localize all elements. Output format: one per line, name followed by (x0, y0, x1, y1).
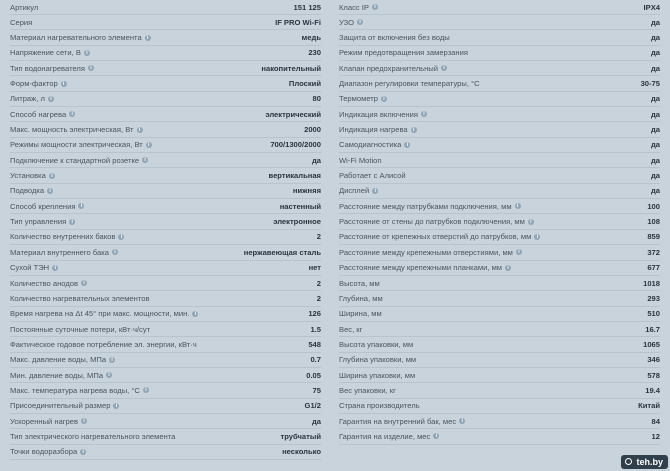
spec-label-wrap (10, 371, 112, 380)
spec-label: Самодиагностика (339, 140, 402, 150)
spec-label-wrap (339, 232, 540, 241)
spec-value: настенный (279, 201, 321, 211)
spec-label-wrap (339, 156, 382, 165)
spec-value: 1.5 (310, 324, 321, 334)
spec-value: да (650, 94, 660, 104)
spec-label-wrap (339, 309, 382, 318)
spec-row (10, 429, 321, 444)
spec-row (10, 414, 321, 429)
spec-label: Фактическое годовое потребление эл. энергии, кВт·ч (10, 339, 197, 349)
spec-value: 19.4 (645, 385, 660, 395)
spec-label: Индикация нагрева (339, 125, 408, 135)
spec-row (339, 429, 660, 444)
spec-row (10, 245, 321, 260)
spec-row (10, 107, 321, 122)
spec-value: нет (308, 263, 321, 273)
spec-label: Напряжение сети, В (10, 48, 81, 58)
spec-value: 2 (316, 278, 321, 288)
spec-label: Гарантия на внутренний бак, мес (339, 416, 457, 426)
spec-value: да (650, 155, 660, 165)
spec-label-wrap (339, 3, 378, 12)
info-icon[interactable] (48, 96, 54, 102)
spec-label-wrap (10, 64, 94, 73)
brand-logo-icon (624, 457, 634, 467)
spec-row (10, 30, 321, 45)
spec-label: Глубина упаковки, мм (339, 355, 417, 365)
spec-row (10, 337, 321, 352)
spec-value: нижняя (292, 186, 321, 196)
spec-value: 700/1300/2000 (270, 140, 321, 150)
info-icon[interactable] (505, 265, 511, 271)
spec-row (339, 322, 660, 337)
spec-label-wrap (10, 279, 87, 288)
spec-label-wrap (10, 401, 119, 410)
spec-value: 346 (647, 355, 660, 365)
spec-value: 510 (647, 309, 660, 319)
spec-label: Расстояние между патрубками подключения, мм (339, 201, 512, 211)
spec-label: Количество анодов (10, 278, 79, 288)
info-icon[interactable] (106, 372, 112, 378)
info-icon[interactable] (433, 433, 439, 439)
spec-row (10, 230, 321, 245)
spec-row (339, 0, 660, 15)
spec-label-wrap (10, 18, 32, 27)
spec-label-wrap (339, 401, 420, 410)
spec-value: 108 (647, 217, 660, 227)
spec-row (10, 261, 321, 276)
spec-value: да (650, 109, 660, 119)
spec-row (10, 15, 321, 30)
spec-value: Плоский (288, 79, 321, 89)
spec-row (10, 322, 321, 337)
spec-row (10, 445, 321, 460)
spec-row (339, 15, 660, 30)
spec-value: 80 (312, 94, 321, 104)
spec-label: Ускоренный нагрев (10, 416, 79, 426)
spec-label-wrap (339, 279, 380, 288)
spec-value: 100 (647, 201, 660, 211)
spec-label: Глубина, мм (339, 293, 383, 303)
spec-value: 2 (316, 293, 321, 303)
spec-value: 84 (651, 416, 660, 426)
spec-label-wrap (10, 232, 124, 241)
spec-row (339, 92, 660, 107)
spec-row (339, 230, 660, 245)
spec-row (339, 276, 660, 291)
spec-row (339, 46, 660, 61)
info-icon[interactable] (372, 188, 378, 194)
spec-row (10, 0, 321, 15)
spec-row (10, 291, 321, 306)
spec-row (339, 30, 660, 45)
spec-label: Ширина, мм (339, 309, 382, 319)
spec-row (10, 399, 321, 414)
spec-label-wrap (339, 140, 410, 149)
spec-label: Тип управления (10, 217, 67, 227)
spec-label: Макс. температура нагрева воды, °С (10, 385, 140, 395)
spec-row (339, 153, 660, 168)
spec-row (10, 383, 321, 398)
info-icon[interactable] (137, 127, 143, 133)
info-icon[interactable] (381, 96, 387, 102)
spec-row (339, 214, 660, 229)
spec-label-wrap (10, 3, 38, 12)
spec-label: Материал нагревательного элемента (10, 33, 142, 43)
info-icon[interactable] (404, 142, 410, 148)
spec-label: Мин. давление воды, МПа (10, 370, 104, 380)
spec-row (339, 368, 660, 383)
spec-label-wrap (10, 79, 67, 88)
spec-column-right (327, 0, 670, 471)
info-icon[interactable] (61, 81, 67, 87)
info-icon[interactable] (515, 203, 521, 209)
spec-label: Присоединительный размер (10, 401, 111, 411)
spec-value: накопительный (261, 63, 321, 73)
spec-value: несколько (282, 447, 321, 457)
spec-label-wrap (339, 325, 362, 334)
spec-label-wrap (10, 386, 149, 395)
spec-label-wrap (10, 340, 197, 349)
info-icon[interactable] (372, 4, 378, 10)
spec-row (339, 307, 660, 322)
spec-value: 16.7 (645, 324, 660, 334)
spec-label-wrap (10, 186, 53, 195)
spec-label: Макс. мощность электрическая, Вт (10, 125, 134, 135)
spec-label: Высота упаковки, мм (339, 339, 414, 349)
spec-row (339, 199, 660, 214)
spec-row (339, 122, 660, 137)
spec-column-left (0, 0, 327, 471)
spec-label: Установка (10, 171, 46, 181)
info-icon[interactable] (52, 265, 58, 271)
spec-label: Режим предотвращения замерзания (339, 48, 468, 58)
info-icon[interactable] (421, 111, 427, 117)
spec-row (10, 138, 321, 153)
spec-value: электрический (265, 109, 321, 119)
spec-label-wrap (10, 447, 86, 456)
info-icon[interactable] (112, 249, 118, 255)
info-icon[interactable] (78, 203, 84, 209)
spec-row (10, 153, 321, 168)
spec-row (339, 76, 660, 91)
spec-label-wrap (339, 186, 378, 195)
spec-label: Высота, мм (339, 278, 380, 288)
info-icon[interactable] (528, 219, 534, 225)
spec-value: 293 (647, 293, 660, 303)
info-icon[interactable] (118, 234, 124, 240)
spec-label-wrap (10, 48, 90, 57)
spec-label: Тип электрического нагревательного элемента (10, 431, 176, 441)
spec-value: 0.05 (306, 370, 321, 380)
info-icon[interactable] (88, 65, 94, 71)
spec-label-wrap (339, 417, 465, 426)
spec-label: Макс. давление воды, МПа (10, 355, 107, 365)
spec-row (339, 261, 660, 276)
spec-label: Индикация включения (339, 109, 418, 119)
spec-label-wrap (339, 110, 427, 119)
info-icon[interactable] (192, 311, 198, 317)
info-icon[interactable] (80, 449, 86, 455)
info-icon[interactable] (145, 35, 151, 41)
spec-row (10, 168, 321, 183)
spec-row (10, 92, 321, 107)
spec-row (10, 276, 321, 291)
spec-value: 1018 (643, 278, 660, 288)
spec-label: Сухой ТЭН (10, 263, 50, 273)
spec-value: да (311, 416, 321, 426)
spec-value: 12 (651, 431, 660, 441)
spec-label-wrap (10, 309, 198, 318)
spec-label: Серия (10, 17, 33, 27)
spec-label: Материал внутреннего бака (10, 247, 109, 257)
info-icon[interactable] (47, 188, 53, 194)
info-icon[interactable] (69, 111, 75, 117)
info-icon[interactable] (84, 50, 90, 56)
spec-label: Термометр (339, 94, 378, 104)
spec-label-wrap (10, 33, 151, 42)
spec-value: 151 125 (293, 2, 321, 12)
spec-label-wrap (10, 140, 152, 149)
spec-value: да (650, 17, 660, 27)
spec-value: 372 (647, 247, 660, 257)
spec-row (339, 399, 660, 414)
spec-label: Страна производитель (339, 401, 420, 411)
spec-label: Артикул (10, 2, 39, 12)
spec-label: Количество внутренних баков (10, 232, 116, 242)
spec-label-wrap (339, 263, 511, 272)
info-icon[interactable] (69, 219, 75, 225)
spec-label-wrap (10, 202, 84, 211)
info-icon[interactable] (109, 357, 115, 363)
spec-label: Расстояние от стены до патрубков подключения, мм (339, 217, 525, 227)
spec-value: нержавеющая сталь (243, 247, 321, 257)
spec-label-wrap (10, 355, 115, 364)
spec-label-wrap (10, 110, 75, 119)
spec-value: 859 (647, 232, 660, 242)
spec-label-wrap (339, 18, 363, 27)
info-icon[interactable] (142, 157, 148, 163)
spec-label: Способ крепления (10, 201, 76, 211)
spec-value: IPX4 (643, 2, 660, 12)
spec-value: трубчатый (280, 431, 321, 441)
spec-value: да (650, 33, 660, 43)
spec-label-wrap (339, 48, 468, 57)
spec-value: 30-75 (640, 79, 660, 89)
spec-label: Подключение к стандартной розетке (10, 155, 140, 165)
spec-label-wrap (10, 417, 87, 426)
spec-label: Способ нагрева (10, 109, 67, 119)
spec-value: да (650, 186, 660, 196)
spec-value: IF PRO Wi-Fi (275, 17, 321, 27)
spec-label: Диапазон регулировки температуры, °С (339, 79, 480, 89)
info-icon[interactable] (143, 387, 149, 393)
brand-text: teh.by (636, 457, 663, 467)
info-icon[interactable] (81, 280, 87, 286)
spec-value: 677 (647, 263, 660, 273)
spec-value: 1065 (643, 339, 660, 349)
spec-label: Время нагрева на Δt 45° при макс. мощности, мин. (10, 309, 190, 319)
spec-value: 2 (316, 232, 321, 242)
spec-row (10, 214, 321, 229)
spec-label-wrap (10, 294, 150, 303)
spec-label: Работает с Алисой (339, 171, 406, 181)
info-icon[interactable] (441, 65, 447, 71)
spec-label-wrap (339, 248, 522, 257)
spec-label: Форм-фактор (10, 79, 58, 89)
spec-label-wrap (339, 202, 521, 211)
spec-label: Вес, кг (339, 324, 363, 334)
spec-value: медь (301, 33, 321, 43)
spec-value: вертикальная (268, 171, 321, 181)
spec-row (339, 168, 660, 183)
spec-row (10, 46, 321, 61)
spec-row (339, 138, 660, 153)
spec-value: да (650, 140, 660, 150)
spec-value: 578 (647, 370, 660, 380)
spec-row (339, 61, 660, 76)
spec-row (339, 245, 660, 260)
spec-value: электронное (273, 217, 321, 227)
spec-label-wrap (339, 125, 417, 134)
spec-label: Расстояние между крепежными планками, мм (339, 263, 503, 273)
spec-label: Тип водонагревателя (10, 63, 85, 73)
spec-row (10, 353, 321, 368)
spec-label-wrap (10, 156, 148, 165)
spec-row (10, 122, 321, 137)
spec-label-wrap (339, 94, 387, 103)
spec-row (339, 353, 660, 368)
spec-label: Подводка (10, 186, 45, 196)
spec-label-wrap (10, 263, 58, 272)
spec-label: Вес упаковки, кг (339, 385, 396, 395)
spec-value: да (650, 125, 660, 135)
spec-label: Класс IP (339, 2, 369, 12)
spec-row (339, 107, 660, 122)
info-icon[interactable] (516, 249, 522, 255)
spec-label-wrap (339, 171, 406, 180)
spec-value: 75 (312, 385, 321, 395)
spec-label-wrap (339, 432, 439, 441)
spec-value: 126 (308, 309, 321, 319)
spec-label-wrap (339, 294, 383, 303)
spec-label: Защита от включения без воды (339, 33, 450, 43)
info-icon[interactable] (411, 127, 417, 133)
spec-row (339, 414, 660, 429)
info-icon[interactable] (459, 418, 465, 424)
spec-label-wrap (339, 386, 396, 395)
spec-row (10, 76, 321, 91)
info-icon[interactable] (49, 173, 55, 179)
spec-label: Расстояние между крепежными отверстиями, мм (339, 247, 513, 257)
spec-label-wrap (10, 125, 143, 134)
spec-label-wrap (10, 432, 175, 441)
spec-label-wrap (10, 217, 75, 226)
brand-watermark (621, 455, 668, 469)
spec-label: Литраж, л (10, 94, 45, 104)
spec-label: Количество нагревательных элементов (10, 293, 150, 303)
spec-label-wrap (339, 340, 413, 349)
spec-label: Постоянные суточные потери, кВт·ч/сут (10, 324, 151, 334)
spec-label-wrap (339, 33, 450, 42)
spec-value: да (650, 171, 660, 181)
spec-label-wrap (339, 64, 447, 73)
info-icon[interactable] (357, 19, 363, 25)
spec-row (10, 184, 321, 199)
spec-row (339, 184, 660, 199)
spec-label-wrap (339, 79, 480, 88)
spec-row (10, 307, 321, 322)
spec-label: Точки водоразбора (10, 447, 78, 457)
spec-label-wrap (10, 325, 150, 334)
spec-label: Ширина упаковки, мм (339, 370, 416, 380)
spec-row (339, 291, 660, 306)
spec-row (10, 368, 321, 383)
spec-value: Китай (638, 401, 660, 411)
spec-label: Гарантия на изделие, мес (339, 431, 431, 441)
spec-row (10, 199, 321, 214)
spec-label-wrap (339, 217, 534, 226)
spec-label-wrap (339, 355, 416, 364)
spec-value: да (311, 155, 321, 165)
spec-label: Режимы мощности электрическая, Вт (10, 140, 143, 150)
spec-row (339, 383, 660, 398)
spec-label: Расстояние от крепежных отверстий до патрубков, мм (339, 232, 532, 242)
spec-row (10, 61, 321, 76)
spec-value: 0.7 (310, 355, 321, 365)
spec-label: Wi-Fi Motion (339, 155, 382, 165)
spec-label-wrap (10, 171, 55, 180)
spec-value: да (650, 48, 660, 58)
spec-label: Дисплей (339, 186, 370, 196)
spec-label-wrap (10, 248, 118, 257)
spec-value: 230 (308, 48, 321, 58)
info-icon[interactable] (113, 403, 119, 409)
spec-label-wrap (10, 94, 54, 103)
spec-label: Клапан предохранительный (339, 63, 439, 73)
spec-value: да (650, 63, 660, 73)
info-icon[interactable] (81, 418, 87, 424)
info-icon[interactable] (146, 142, 152, 148)
spec-label-wrap (339, 371, 415, 380)
info-icon[interactable] (534, 234, 540, 240)
spec-value: 2000 (304, 125, 321, 135)
spec-value: 548 (308, 339, 321, 349)
spec-label: УЗО (339, 17, 355, 27)
spec-value: G1/2 (304, 401, 321, 411)
spec-row (339, 337, 660, 352)
